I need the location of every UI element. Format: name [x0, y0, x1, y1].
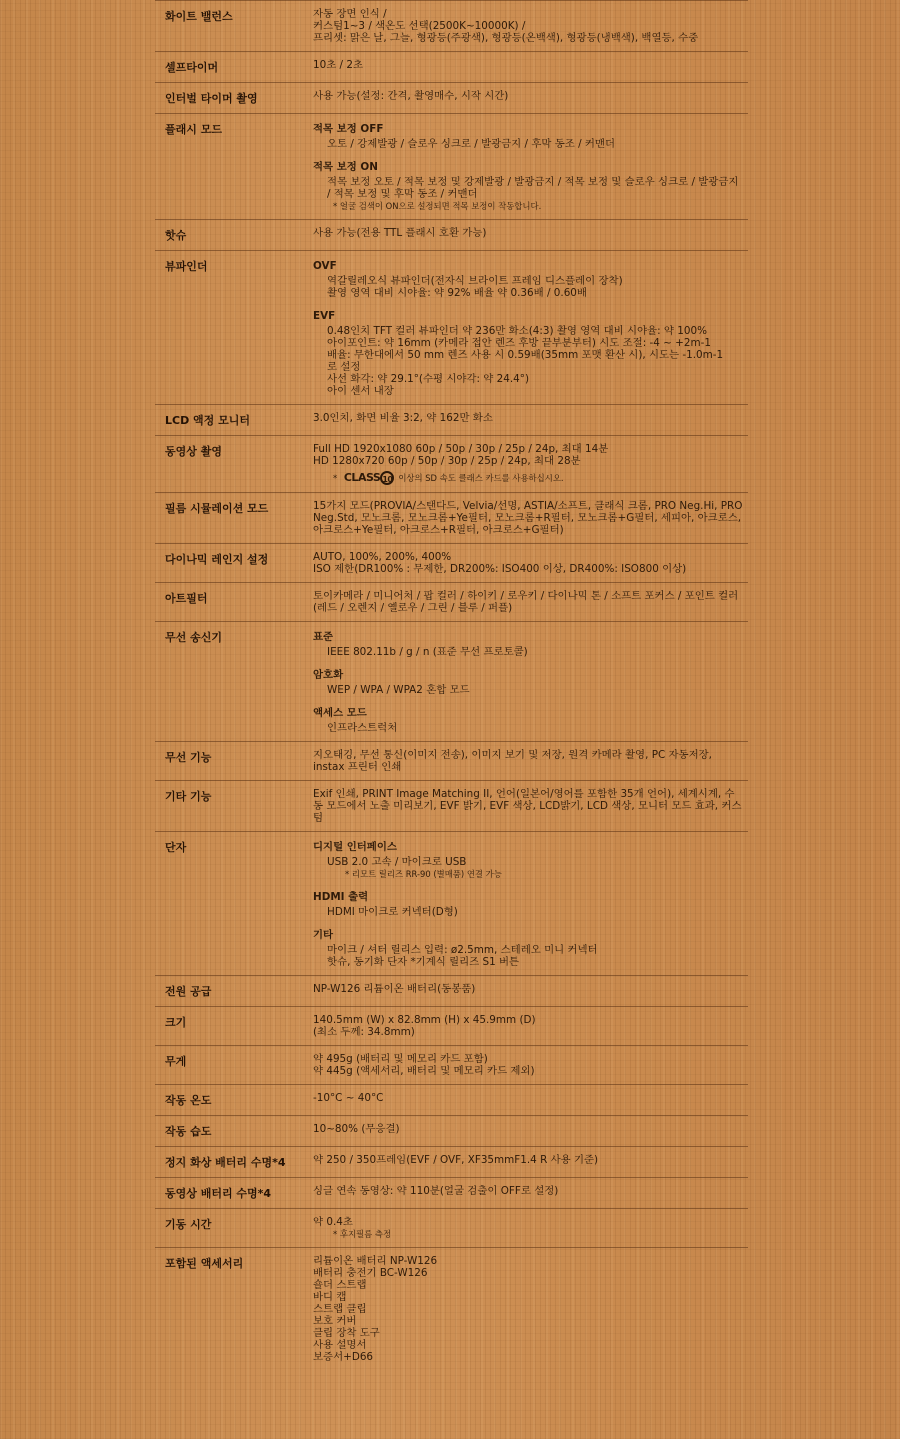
spec-value: [303, 1007, 748, 1045]
spec-line: 보호 커버: [313, 1315, 357, 1327]
spec-line: IEEE 802.11b / g / n (표준 무선 프로토콜): [327, 646, 528, 658]
spec-line: 스트랩 클립: [313, 1303, 367, 1315]
spec-line: 0.48인치 TFT 컬러 뷰파인더 약 236만 화소(4:3) 촬영 영역 대비 시야율: 약 100%: [327, 325, 707, 337]
spec-row-lcd: [155, 405, 748, 436]
spec-label: 필름 시뮬레이션 모드: [165, 502, 269, 515]
spec-line: WEP / WPA / WPA2 혼합 모드: [327, 684, 470, 696]
spec-note: * 후지필름 측정: [333, 1229, 392, 1239]
spec-row-still-battery: [155, 1147, 748, 1178]
spec-line: 로 설정: [327, 361, 361, 373]
spec-value: [303, 251, 748, 404]
spec-line: 프리셋: 맑은 날, 그늘, 형광등(주광색), 형광등(온백색), 형광등(냉백색), 백열등, 수중: [313, 32, 699, 44]
spec-row-movie: [155, 436, 748, 493]
spec-row-operating-humidity: [155, 1116, 748, 1147]
spec-line: 리튬이온 배터리 NP-W126: [313, 1255, 438, 1267]
spec-line: HDMI 마이크로 커넥터(D형): [327, 906, 458, 918]
spec-value: 토이카메라 / 미니어처 / 팝 컬러 / 하이키 / 로우키 / 다이나믹 톤 / 소프트 포커스 / 포인트 컬러(레드 / 오렌지 / 옐로우 / 그린 / 블루 / 퍼플): [313, 590, 739, 614]
spec-subtitle: EVF: [313, 310, 336, 322]
spec-value: [303, 436, 748, 492]
spec-value: 사용 가능(전용 TTL 플래시 호환 가능): [313, 227, 487, 239]
spec-subtitle: 디지털 인터페이스: [313, 841, 397, 853]
spec-subtitle: 적목 보정 OFF: [313, 123, 384, 135]
spec-row-wireless-function: [155, 742, 748, 781]
spec-line: 약 0.4초: [313, 1216, 353, 1228]
spec-label: 플래시 모드: [165, 123, 222, 136]
spec-row-movie-battery: [155, 1178, 748, 1209]
spec-row-power: [155, 976, 748, 1007]
spec-label: 동영상 촬영: [165, 445, 222, 458]
spec-subtitle: 적목 보정 ON: [313, 161, 378, 173]
spec-value: NP-W126 리튬이온 배터리(동봉품): [313, 983, 476, 995]
spec-row-film-simulation: [155, 493, 748, 544]
spec-row-white-balance: [155, 0, 748, 52]
spec-line: 약 445g (액세서리, 배터리 및 메모리 카드 제외): [313, 1065, 535, 1077]
spec-line: 바디 캡: [313, 1291, 347, 1303]
spec-line: 인프라스트럭처: [327, 722, 398, 734]
spec-row-interval-timer: [155, 83, 748, 114]
spec-subtitle: 표준: [313, 631, 334, 643]
spec-value: 10~80% (무응결): [313, 1123, 400, 1135]
spec-value: [303, 832, 748, 975]
spec-label: 핫슈: [165, 229, 187, 242]
spec-value: Exif 인쇄, PRINT Image Matching II, 언어(일본어/영어를 포함한 35개 언어), 세계시계, 수동 모드에서 노출 미리보기, EVF 밝기, EVF 색상, LCD밝기, LCD 색상, 모니터 모드 효과, 커스텀: [313, 788, 742, 824]
spec-line: 사용 설명서: [313, 1339, 367, 1351]
spec-line: 보증서+D66: [313, 1351, 374, 1363]
spec-line: 마이크 / 셔터 릴리스 입력: ø2.5mm, 스테레오 미니 커넥터: [327, 944, 598, 956]
spec-row-viewfinder: [155, 251, 748, 405]
spec-row-other-functions: [155, 781, 748, 832]
spec-subtitle: 기타: [313, 929, 334, 941]
spec-value: [303, 1, 748, 51]
spec-value: 싱글 연속 동영상: 약 110분(얼굴 검출이 OFF로 설정): [313, 1185, 559, 1197]
spec-line: 자동 장면 인식 /: [313, 8, 387, 20]
spec-subtitle: 암호화: [313, 669, 344, 681]
spec-value: [303, 1046, 748, 1084]
spec-line: Full HD 1920x1080 60p / 50p / 30p / 25p / 24p, 최대 14분: [313, 443, 609, 455]
spec-label: 단자: [165, 841, 187, 854]
spec-note: * CLASS 10 이상의 SD 속도 클래스 카드를 사용하십시오.: [333, 471, 564, 484]
spec-note: * 얼굴 검색이 ON으로 설정되면 적목 보정이 작동합니다.: [333, 201, 542, 211]
spec-line: USB 2.0 고속 / 마이크로 USB: [327, 856, 467, 868]
spec-label: 크기: [165, 1016, 187, 1029]
spec-label: 인터벌 타이머 촬영: [165, 92, 258, 105]
spec-value: 사용 가능(설정: 간격, 촬영매수, 시작 시간): [313, 90, 509, 102]
spec-subtitle: 액세스 모드: [313, 707, 367, 719]
spec-row-terminal: [155, 832, 748, 976]
spec-value: 3.0인치, 화면 비율 3:2, 약 162만 화소: [313, 412, 493, 424]
spec-line: 클립 장착 도구: [313, 1327, 380, 1339]
spec-label: 화이트 밸런스: [165, 10, 233, 23]
spec-label: 무게: [165, 1055, 187, 1068]
spec-line: HD 1280x720 60p / 50p / 30p / 25p / 24p, 최대 28분: [313, 455, 581, 467]
spec-line: 숄더 스트랩: [313, 1279, 367, 1291]
spec-subtitle: OVF: [313, 260, 337, 272]
spec-line: 아이 센서 내장: [327, 385, 394, 397]
spec-line: 역갈릴레오식 뷰파인더(전자식 브라이트 프레임 디스플레이 장착): [327, 275, 623, 287]
spec-line: (최소 두께: 34.8mm): [313, 1026, 415, 1038]
spec-label: 포함된 액세서리: [165, 1257, 244, 1270]
spec-value: 15가지 모드(PROVIA/스탠다드, Velvia/선명, ASTIA/소프트, 클래식 크롬, PRO Neg.Hi, PRO Neg.Std, 모노크롬, 모노크롬+Ye필터, 모노크롬+R필터, 모노크롬+G필터, 세피아, 아크로스, 아크로스+Ye필터, 아크로스+R필터, 아크로스+G필터): [313, 500, 743, 536]
spec-row-startup-time: [155, 1209, 748, 1248]
spec-label: 셀프타이머: [165, 61, 219, 74]
spec-line: 사선 화각: 약 29.1°(수평 시야각: 약 24.4°): [327, 373, 529, 385]
class10-logo: CLASS 10: [343, 471, 393, 484]
spec-line: 적목 보정 오토 / 적목 보정 및 강제발광 / 발광금지 / 적목 보정 및 슬로우 싱크로 / 발광금지 / 적목 보정 및 후막 동조 / 커맨더: [327, 176, 739, 200]
spec-label: 다이나믹 레인지 설정: [165, 553, 269, 566]
spec-line: 핫슈, 동기화 단자 *기계식 릴리즈 S1 버튼: [327, 956, 520, 968]
spec-value: [303, 1248, 748, 1370]
spec-value: [303, 544, 748, 582]
spec-row-size: [155, 1007, 748, 1046]
spec-value: 지오태깅, 무선 통신(이미지 전송), 이미지 보기 및 저장, 원격 카메라 촬영, PC 자동저장, instax 프린터 인쇄: [313, 749, 712, 773]
spec-value: [303, 114, 748, 219]
spec-row-flash-mode: [155, 114, 748, 220]
spec-row-wireless-transmitter: [155, 622, 748, 742]
spec-line: 배터리 충전기 BC-W126: [313, 1267, 428, 1279]
spec-value: 약 250 / 350프레임(EVF / OVF, XF35mmF1.4 R 사용 기준): [313, 1154, 599, 1166]
spec-value: [303, 622, 748, 741]
spec-line: AUTO, 100%, 200%, 400%: [313, 551, 452, 563]
spec-line: 140.5mm (W) x 82.8mm (H) x 45.9mm (D): [313, 1014, 536, 1026]
spec-value: -10°C ~ 40°C: [313, 1092, 384, 1104]
spec-subtitle: HDMI 출력: [313, 891, 369, 903]
spec-line: 커스텀1~3 / 색온도 선택(2500K~10000K) /: [313, 20, 526, 32]
spec-row-weight: [155, 1046, 748, 1085]
spec-value: 10초 / 2초: [313, 59, 364, 71]
spec-label: 뷰파인더: [165, 260, 208, 273]
spec-row-dynamic-range: [155, 544, 748, 583]
spec-label: 작동 습도: [165, 1125, 212, 1138]
spec-label: 동영상 배터리 수명*4: [165, 1187, 272, 1200]
spec-row-hotshoe: [155, 220, 748, 251]
spec-value: [303, 1209, 748, 1247]
spec-line: 약 495g (배터리 및 메모리 카드 포함): [313, 1053, 488, 1065]
spec-row-art-filter: [155, 583, 748, 622]
spec-line: ISO 제한(DR100% : 무제한, DR200%: ISO400 이상, DR400%: ISO800 이상): [313, 563, 687, 575]
spec-row-self-timer: [155, 52, 748, 83]
spec-label: 무선 송신기: [165, 631, 222, 644]
spec-row-accessories: [155, 1248, 748, 1370]
spec-table: [155, 0, 748, 1370]
spec-label: 정지 화상 배터리 수명*4: [165, 1156, 286, 1169]
spec-line: 촬영 영역 대비 시야율: 약 92% 배율 약 0.36배 / 0.60배: [327, 287, 587, 299]
spec-row-operating-temperature: [155, 1085, 748, 1116]
spec-line: 배율: 무한대에서 50 mm 렌즈 사용 시 0.59배(35mm 포맷 환산 시), 시도는 -1.0m-1: [327, 349, 724, 361]
spec-line: 아이포인트: 약 16mm (카메라 접안 렌즈 후방 끝부분부터) 시도 조절: -4 ~ +2m-1: [327, 337, 711, 349]
spec-label: LCD 액정 모니터: [165, 414, 251, 427]
spec-label: 작동 온도: [165, 1094, 212, 1107]
spec-label: 기타 기능: [165, 790, 212, 803]
spec-line: 오토 / 강제발광 / 슬로우 싱크로 / 발광금지 / 후막 동조 / 커맨더: [327, 138, 615, 150]
spec-label: 무선 기능: [165, 751, 212, 764]
spec-note: * 리모트 릴리즈 RR-90 (별매품) 연결 가능: [345, 869, 502, 879]
spec-label: 기동 시간: [165, 1218, 212, 1231]
spec-label: 아트필터: [165, 592, 208, 605]
spec-label: 전원 공급: [165, 985, 212, 998]
